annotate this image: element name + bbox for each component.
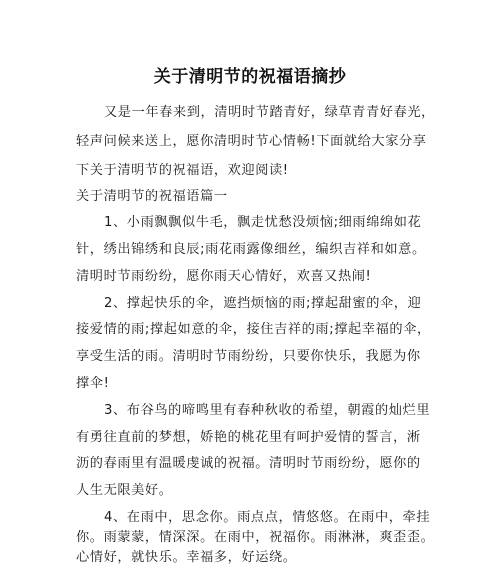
paragraph-line: 4、在雨中，思念你。雨点点，情悠悠。在雨中，牵挂 (104, 510, 431, 525)
paragraph-line: 你。雨蒙蒙，情深深。在雨中，祝福你。雨淋淋，爽歪歪。 (76, 530, 435, 545)
paragraph-line: 撑伞! (76, 376, 110, 391)
paragraph-line: 2、撑起快乐的伞，遮挡烦恼的雨;撑起甜蜜的伞，迎 (104, 296, 422, 311)
paragraph-line: 下关于清明节的祝福语，欢迎阅读! (76, 163, 289, 178)
paragraph-line: 沥的春雨里有温暖虔诚的祝福。清明时节雨纷纷，愿你的 (76, 456, 421, 471)
paragraph-line: 接爱情的雨;撑起如意的伞，接住吉祥的雨;撑起幸福的伞， (76, 322, 431, 337)
paragraph-line: 3、布谷鸟的啼鸣里有春种秋收的希望，朝霞的灿烂里 (104, 403, 431, 418)
paragraph-line: 又是一年春来到，清明时节踏青好，绿草青青好春光， (104, 105, 435, 120)
paragraph-line: 轻声问候来送上，愿你清明时节心情畅!下面就给大家分享 (76, 134, 427, 149)
paragraph-line: 有勇往直前的梦想，娇艳的桃花里有呵护爱情的誓言，淅 (76, 430, 421, 445)
paragraph-line: 清明时节雨纷纷，愿你雨天心情好，欢喜又热闹! (76, 269, 372, 284)
paragraph-line: 享受生活的雨。清明时节雨纷纷，只要你快乐，我愿为你 (76, 349, 421, 364)
paragraph-line: 针，绣出锦绣和良辰;雨花雨露像细丝，编织吉祥和如意。 (76, 242, 426, 257)
paragraph-line: 人生无限美好。 (76, 483, 173, 498)
section-heading: 关于清明节的祝福语篇一 (76, 189, 228, 204)
page-title: 关于清明节的祝福语摘抄 (153, 67, 347, 87)
paragraph-line: 1、小雨飘飘似牛毛，飘走忧愁没烦恼;细雨绵绵如花 (104, 215, 422, 230)
paragraph-line: 心情好，就快乐。幸福多，好运绕。 (76, 550, 297, 565)
